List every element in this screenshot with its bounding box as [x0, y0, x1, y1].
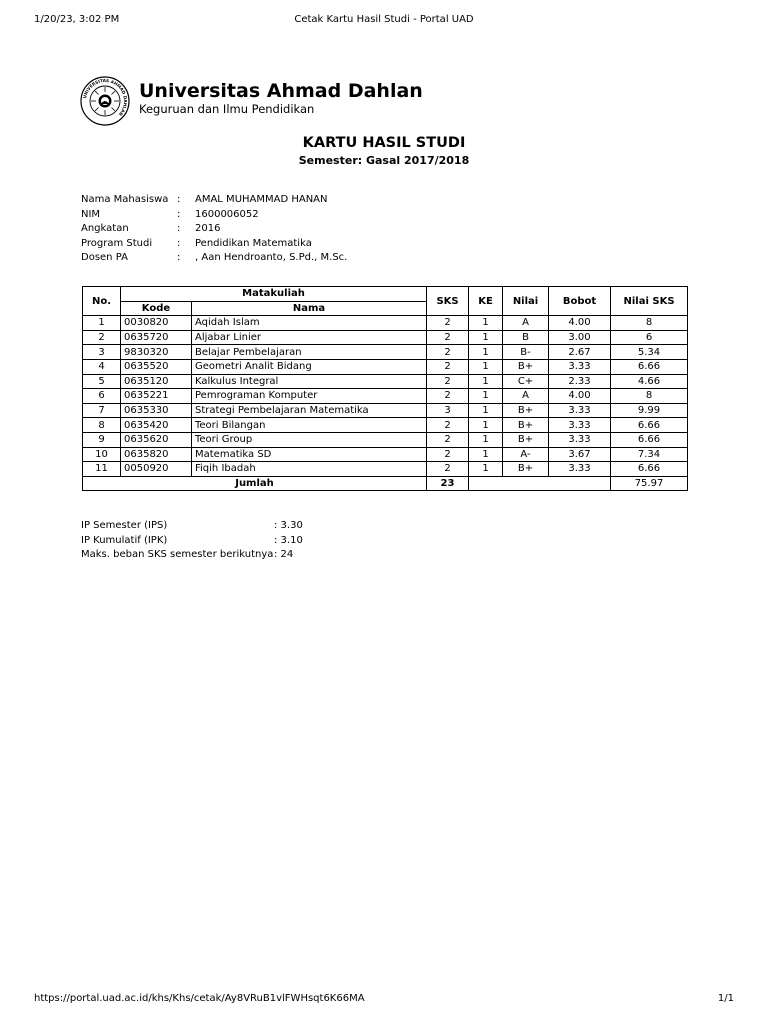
- info-separator: :: [177, 223, 181, 234]
- course-grade: A: [503, 389, 549, 404]
- student-advisor: , Aan Hendroanto, S.Pd., M.Sc.: [195, 252, 348, 263]
- ipk-label: IP Kumulatif (IPK): [81, 534, 168, 546]
- course-sks: 2: [427, 345, 469, 360]
- course-name: Pemrograman Komputer: [192, 389, 427, 404]
- print-footer: [34, 993, 734, 1007]
- course-grade: A: [503, 316, 549, 331]
- course-sks: 2: [427, 389, 469, 404]
- course-code: 0635720: [121, 330, 192, 345]
- course-weight: 3.67: [549, 447, 611, 462]
- course-grade-points: 6.66: [611, 359, 688, 374]
- course-weight: 3.33: [549, 359, 611, 374]
- row-no: 6: [83, 389, 121, 404]
- course-ke: 1: [469, 374, 503, 389]
- course-code: 0635330: [121, 403, 192, 418]
- ipk-value: : 3.10: [274, 534, 303, 546]
- course-sks: 2: [427, 462, 469, 477]
- course-sks: 2: [427, 447, 469, 462]
- header-bobot: Bobot: [549, 287, 611, 316]
- header-no: No.: [83, 287, 121, 316]
- print-header: [34, 14, 734, 28]
- course-weight: 3.00: [549, 330, 611, 345]
- course-code: 0635520: [121, 359, 192, 374]
- info-label: Program Studi: [81, 237, 153, 249]
- info-label: Nama Mahasiswa: [81, 194, 169, 205]
- course-ke: 1: [469, 330, 503, 345]
- student-nim: 1600006052: [195, 208, 259, 220]
- row-no: 4: [83, 359, 121, 374]
- table-row: [83, 403, 688, 418]
- print-page-number: 1/1: [717, 993, 734, 1004]
- table-header-row: [83, 287, 688, 302]
- course-grade-points: 6.66: [611, 432, 688, 447]
- course-code: 0635820: [121, 447, 192, 462]
- course-weight: 2.33: [549, 374, 611, 389]
- print-datetime: 1/20/23, 3:02 PM: [34, 14, 120, 25]
- course-code: 0635420: [121, 418, 192, 433]
- total-label: Jumlah: [83, 476, 427, 491]
- course-grade: B+: [503, 418, 549, 433]
- course-grade-points: 6.66: [611, 462, 688, 477]
- course-grade-points: 5.34: [611, 345, 688, 360]
- course-ke: 1: [469, 359, 503, 374]
- total-empty: [469, 476, 611, 491]
- ips-label: IP Semester (IPS): [81, 520, 168, 531]
- table-row: [83, 389, 688, 404]
- info-label: Angkatan: [81, 223, 129, 234]
- student-angkatan: 2016: [195, 223, 221, 234]
- course-grade: B-: [503, 345, 549, 360]
- student-program: Pendidikan Matematika: [195, 237, 312, 249]
- row-no: 5: [83, 374, 121, 389]
- grades-table: [82, 286, 688, 491]
- header-kode: Kode: [121, 301, 192, 316]
- course-code: 9830320: [121, 345, 192, 360]
- course-grade: A-: [503, 447, 549, 462]
- course-weight: 3.33: [549, 418, 611, 433]
- course-name: Aqidah Islam: [192, 316, 427, 331]
- grades-body: [83, 316, 688, 477]
- row-no: 11: [83, 462, 121, 477]
- course-ke: 1: [469, 418, 503, 433]
- course-weight: 2.67: [549, 345, 611, 360]
- course-code: 0635120: [121, 374, 192, 389]
- course-ke: 1: [469, 462, 503, 477]
- course-grade: C+: [503, 374, 549, 389]
- total-nilai-sks: 75.97: [611, 476, 688, 491]
- course-ke: 1: [469, 432, 503, 447]
- course-name: Kalkulus Integral: [192, 374, 427, 389]
- print-tab-title: Cetak Kartu Hasil Studi - Portal UAD: [294, 14, 474, 25]
- course-ke: 1: [469, 316, 503, 331]
- course-grade: B: [503, 330, 549, 345]
- course-grade-points: 8: [611, 316, 688, 331]
- row-no: 9: [83, 432, 121, 447]
- course-sks: 2: [427, 330, 469, 345]
- course-grade: B+: [503, 359, 549, 374]
- course-name: Teori Bilangan: [192, 418, 427, 433]
- table-row: [83, 447, 688, 462]
- table-row: [83, 374, 688, 389]
- header-nilai-sks: Nilai SKS: [611, 287, 688, 316]
- row-no: 2: [83, 330, 121, 345]
- course-sks: 2: [427, 432, 469, 447]
- info-separator: :: [177, 237, 181, 249]
- faculty-name: Keguruan dan Ilmu Pendidikan: [139, 102, 315, 116]
- course-name: Fiqih Ibadah: [192, 462, 427, 477]
- print-url: https://portal.uad.ac.id/khs/Khs/cetak/Ay8VRuB1vlFWHsqt6K66MA: [34, 993, 365, 1004]
- semester-label: Semester: Gasal 2017/2018: [298, 154, 470, 167]
- course-grade-points: 6: [611, 330, 688, 345]
- course-name: Belajar Pembelajaran: [192, 345, 427, 360]
- course-sks: 2: [427, 316, 469, 331]
- course-name: Aljabar Linier: [192, 330, 427, 345]
- course-code: 0050920: [121, 462, 192, 477]
- course-code: 0635221: [121, 389, 192, 404]
- course-grade-points: 8: [611, 389, 688, 404]
- max-sks-value: : 24: [274, 549, 294, 560]
- header-sks: SKS: [427, 287, 469, 316]
- course-grade: B+: [503, 462, 549, 477]
- max-sks-label: Maks. beban SKS semester berikutnya: [81, 549, 274, 560]
- table-row: [83, 432, 688, 447]
- info-separator: :: [177, 194, 181, 205]
- course-code: 0030820: [121, 316, 192, 331]
- row-no: 1: [83, 316, 121, 331]
- course-weight: 4.00: [549, 316, 611, 331]
- header-nilai: Nilai: [503, 287, 549, 316]
- course-weight: 4.00: [549, 389, 611, 404]
- uad-seal-logo-icon: [80, 76, 130, 126]
- info-separator: :: [177, 252, 181, 263]
- course-sks: 2: [427, 359, 469, 374]
- course-weight: 3.33: [549, 462, 611, 477]
- course-grade-points: 6.66: [611, 418, 688, 433]
- course-sks: 2: [427, 418, 469, 433]
- course-code: 0635620: [121, 432, 192, 447]
- total-row: [83, 476, 688, 491]
- course-name: Strategi Pembelajaran Matematika: [192, 403, 427, 418]
- course-ke: 1: [469, 389, 503, 404]
- table-row: [83, 359, 688, 374]
- course-name: Matematika SD: [192, 447, 427, 462]
- course-ke: 1: [469, 447, 503, 462]
- university-header: [80, 76, 500, 126]
- row-no: 8: [83, 418, 121, 433]
- course-grade-points: 7.34: [611, 447, 688, 462]
- info-separator: :: [177, 208, 181, 220]
- university-name: Universitas Ahmad Dahlan: [139, 80, 423, 102]
- course-grade: B+: [503, 432, 549, 447]
- header-nama: Nama: [192, 301, 427, 316]
- course-sks: 2: [427, 374, 469, 389]
- logo-ring-text: UNIVERSITAS AHMAD DAHLAN: [82, 77, 129, 117]
- course-grade-points: 9.99: [611, 403, 688, 418]
- table-row: [83, 418, 688, 433]
- total-sks: 23: [427, 476, 469, 491]
- table-row: [83, 330, 688, 345]
- row-no: 10: [83, 447, 121, 462]
- info-label: NIM: [81, 208, 101, 220]
- header-matakuliah: Matakuliah: [121, 287, 427, 302]
- info-label: Dosen PA: [81, 252, 128, 263]
- course-sks: 3: [427, 403, 469, 418]
- course-ke: 1: [469, 403, 503, 418]
- course-grade: B+: [503, 403, 549, 418]
- course-ke: 1: [469, 345, 503, 360]
- course-grade-points: 4.66: [611, 374, 688, 389]
- course-weight: 3.33: [549, 432, 611, 447]
- header-ke: KE: [469, 287, 503, 316]
- table-row: [83, 345, 688, 360]
- row-no: 7: [83, 403, 121, 418]
- table-row: [83, 462, 688, 477]
- document-title: KARTU HASIL STUDI: [302, 135, 466, 151]
- course-name: Teori Group: [192, 432, 427, 447]
- course-weight: 3.33: [549, 403, 611, 418]
- course-name: Geometri Analit Bidang: [192, 359, 427, 374]
- student-name: AMAL MUHAMMAD HANAN: [195, 194, 328, 205]
- table-row: [83, 316, 688, 331]
- ips-value: : 3.30: [274, 520, 303, 531]
- row-no: 3: [83, 345, 121, 360]
